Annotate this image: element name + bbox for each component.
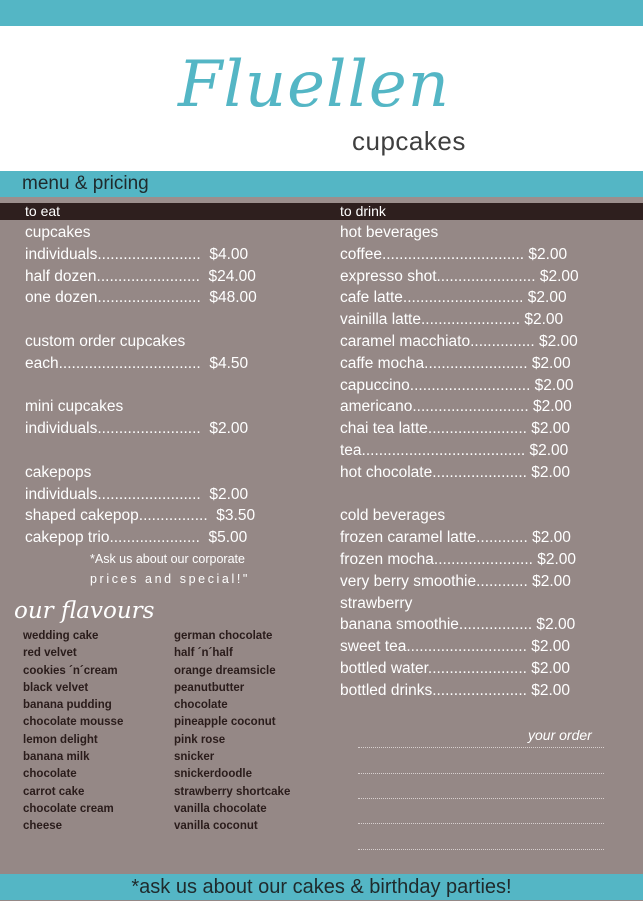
menu-line: coffee................................. $2.00 (340, 245, 568, 263)
menu-line: bottled water....................... $2.00 (340, 659, 571, 677)
corporate-note-line2: prices and special!" (90, 572, 250, 586)
menu-line: custom order cupcakes (25, 332, 186, 350)
flavour-item: red velvet (23, 647, 77, 660)
menu-line: cafe latte............................ $2.00 (340, 289, 567, 307)
flavour-item: snickerdoodle (174, 768, 252, 781)
order-line[interactable] (358, 773, 604, 774)
brand-logo-subtitle: cupcakes (352, 126, 466, 156)
menu-line: tea...................................... $2.00 (340, 441, 569, 459)
menu-line: chai tea latte....................... $2.00 (340, 420, 571, 438)
menu-line: strawberry (340, 594, 413, 612)
flavours-left-column (23, 628, 150, 836)
flavour-item: half ´n´half (174, 647, 233, 660)
flavours-right-column (174, 628, 300, 836)
flavour-item: banana pudding (23, 699, 112, 712)
flavour-item: lemon delight (23, 733, 98, 746)
menu-line: americano........................... $2.00 (340, 398, 572, 416)
menu-line: hot chocolate...................... $2.00 (340, 463, 571, 481)
flavour-item: peanutbutter (174, 681, 245, 694)
menu-line: very berry smoothie............ $2.00 (340, 572, 571, 590)
menu-line: caffe mocha........................ $2.00 (340, 354, 571, 372)
menu-line: caramel macchiato............... $2.00 (340, 332, 578, 350)
flavour-item: cookies ´n´cream (23, 664, 118, 677)
menu-line: cakepop trio..................... $5.00 (25, 529, 248, 547)
to-eat-list (25, 222, 257, 549)
flavour-item: pink rose (174, 733, 226, 746)
flavour-item: carrot cake (23, 785, 85, 798)
order-line[interactable] (358, 823, 604, 824)
footer-bar (0, 874, 643, 900)
section-heading-bar (0, 203, 643, 220)
menu-line: cupcakes (25, 224, 91, 241)
flavour-item: orange dreamsicle (174, 664, 276, 677)
spacer (25, 375, 257, 397)
spacer (25, 309, 257, 331)
menu-title-bar (0, 171, 643, 197)
flavour-item: pineapple coconut (174, 716, 276, 729)
flavour-item: german chocolate (174, 630, 273, 642)
flavour-item: chocolate cream (23, 802, 114, 815)
flavour-item: vanilla chocolate (174, 802, 267, 815)
flavour-item: cheese (23, 820, 63, 833)
menu-line: expresso shot....................... $2.00 (340, 267, 579, 285)
to-drink-heading: to drink (340, 203, 386, 219)
flavour-item: vanilla coconut (174, 820, 258, 833)
to-drink-list (340, 222, 579, 702)
menu-line: cold beverages (340, 507, 446, 525)
top-accent-bar (0, 0, 643, 26)
flavour-item: chocolate (174, 699, 228, 712)
menu-line: individuals........................ $4.00 (25, 245, 249, 263)
flavour-item: snicker (174, 751, 215, 764)
menu-line: frozen caramel latte............ $2.00 (340, 529, 571, 547)
menu-line: each................................. $4.50 (25, 354, 249, 372)
flavour-item: black velvet (23, 681, 89, 694)
flavours-title: our flavours (14, 598, 155, 624)
menu-line: hot beverages (340, 224, 439, 241)
menu-line: bottled drinks...................... $2.00 (340, 681, 571, 699)
menu-line: cakepops (25, 463, 92, 481)
menu-line: mini cupcakes (25, 398, 124, 416)
footer-message: *ask us about our cakes & birthday parties! (131, 876, 512, 898)
corporate-note (90, 549, 250, 589)
brand-header (0, 26, 643, 171)
menu-line: one dozen........................ $48.00 (25, 289, 257, 307)
spacer (25, 440, 257, 462)
flavour-item: banana milk (23, 751, 90, 764)
flavour-item: strawberry shortcake (174, 785, 291, 798)
menu-line: individuals........................ $2.00 (25, 485, 249, 503)
flavour-item: wedding cake (23, 630, 99, 642)
order-line[interactable] (358, 798, 604, 799)
order-line[interactable] (358, 849, 604, 850)
menu-line: sweet tea............................ $2.00 (340, 638, 571, 656)
order-label: your order (528, 727, 592, 743)
brand-logo-script: Fluellen (178, 48, 450, 122)
menu-line: shaped cakepop................ $3.50 (25, 507, 256, 525)
corporate-note-line1: *Ask us about our corporate (90, 552, 245, 566)
flavour-item: chocolate (23, 768, 77, 781)
menu-line: capuccino............................ $2.00 (340, 376, 574, 394)
spacer (340, 484, 579, 506)
to-eat-heading: to eat (25, 203, 61, 219)
menu-line: vainilla latte....................... $2.00 (340, 311, 564, 329)
menu-title: menu & pricing (22, 173, 149, 194)
menu-line: banana smoothie................. $2.00 (340, 616, 576, 634)
flavour-item: chocolate mousse (23, 716, 124, 729)
menu-line: frozen mocha....................... $2.00 (340, 550, 577, 568)
menu-line: half dozen........................ $24.00 (25, 267, 256, 285)
menu-line: individuals........................ $2.00 (25, 420, 249, 438)
order-line[interactable] (358, 747, 604, 748)
